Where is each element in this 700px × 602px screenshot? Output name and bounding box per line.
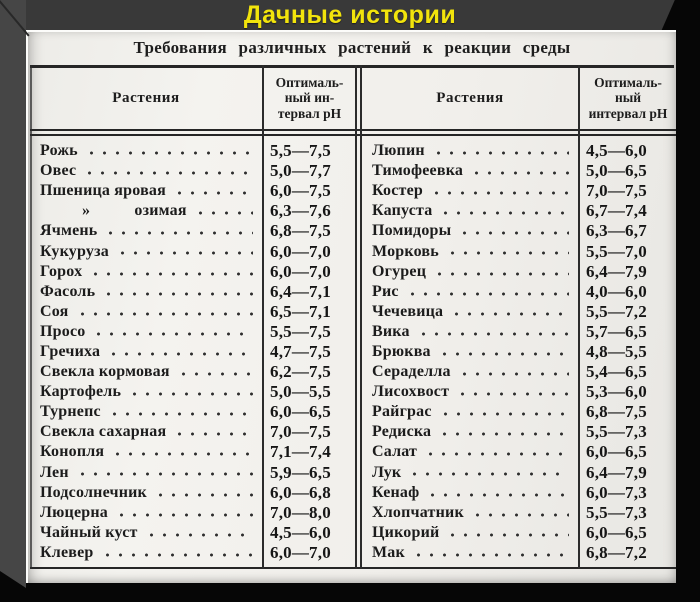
plant-name: Горох: [40, 262, 83, 280]
table-row: [34, 483, 355, 503]
plant-name-cell: [366, 483, 578, 503]
plant-name: Ячмень: [40, 222, 98, 240]
plant-name: Турнепс: [40, 403, 101, 421]
ph-range: 6,2—7,5: [270, 362, 331, 382]
ph-range: 6,3—7,6: [270, 201, 331, 221]
plant-name-cell: [366, 141, 578, 161]
table-row: [34, 181, 355, 201]
ph-range: 6,0—7,0: [270, 241, 331, 261]
plant-name: Рис: [372, 282, 399, 300]
plant-name-cell: [34, 422, 262, 442]
ph-range: 5,5—7,0: [586, 241, 647, 261]
dot-leader: [92, 322, 253, 342]
ph-range: 5,5—7,3: [586, 422, 647, 442]
plant-name: Свекла сахарная: [40, 423, 167, 441]
table-row: [34, 362, 355, 382]
ph-range: 4,5—6,0: [270, 522, 331, 542]
center-double-divider-b: [360, 65, 362, 569]
ph-range: 7,1—7,4: [270, 442, 331, 462]
plant-name-cell: [366, 302, 578, 322]
plant-name-cell: [366, 362, 578, 382]
plant-name: Конопля: [40, 443, 105, 461]
plant-name-cell: [366, 523, 578, 543]
table-row: [34, 463, 355, 483]
plant-name-cell: [366, 221, 578, 241]
table-row: [366, 402, 676, 422]
plant-list-right: [366, 141, 676, 563]
plant-name-cell: [34, 322, 262, 342]
ph-range: 6,4—7,9: [586, 462, 647, 482]
dot-leader: [76, 302, 253, 322]
plant-name-cell: [366, 402, 578, 422]
ph-range: 6,0—6,5: [586, 442, 647, 462]
plant-name: Костер: [372, 182, 423, 200]
plant-name: » озимая: [82, 202, 187, 220]
plant-name: Подсолнечник: [40, 483, 147, 501]
plant-name-cell: [34, 463, 262, 483]
plant-name-cell: [34, 523, 262, 543]
dot-leader: [417, 322, 569, 342]
frame-left-edge: [0, 0, 26, 588]
plant-name-cell: [34, 362, 262, 382]
table-row: [34, 442, 355, 462]
plant-name-cell: [34, 221, 262, 241]
header-label: Растения: [436, 89, 504, 106]
table-row: [366, 523, 676, 543]
table-row: [34, 342, 355, 362]
dot-leader: [145, 523, 253, 543]
dot-leader: [438, 422, 569, 442]
table-row: [366, 302, 676, 322]
header-line: Оптималь-: [275, 74, 344, 90]
table-row: [34, 262, 355, 282]
plant-name-cell: [34, 201, 262, 221]
plant-name-cell: [34, 181, 262, 201]
plant-name-cell: [366, 342, 578, 362]
table-row: [34, 523, 355, 543]
ph-range: 6,8—7,2: [586, 542, 647, 562]
header-line: Оптималь-: [594, 74, 662, 90]
dot-leader: [412, 543, 569, 563]
dot-leader: [446, 241, 569, 261]
ph-range: 5,7—6,5: [586, 321, 647, 341]
ph-range: 5,0—7,7: [270, 161, 331, 181]
plant-name: Райграс: [372, 403, 432, 421]
ph-range: 7,0—7,5: [586, 181, 647, 201]
dot-leader: [426, 483, 569, 503]
dot-leader: [102, 282, 253, 302]
ph-range: 5,5—7,5: [270, 321, 331, 341]
plant-name-cell: [34, 442, 262, 462]
plant-name: Лисохвост: [372, 383, 450, 401]
dot-leader: [458, 221, 569, 241]
plant-name-cell: [34, 282, 262, 302]
plant-name-cell: [366, 201, 578, 221]
plant-name-cell: [366, 503, 578, 523]
ph-range: 6,0—7,0: [270, 261, 331, 281]
table-row: [34, 201, 355, 221]
ph-range: 6,0—6,5: [270, 402, 331, 422]
dot-leader: [83, 161, 253, 181]
dot-leader: [116, 241, 253, 261]
ph-range: 6,0—7,3: [586, 482, 647, 502]
ph-range: 4,5—6,0: [586, 141, 647, 161]
table-row: [366, 483, 676, 503]
plant-name: Люцерна: [40, 503, 108, 521]
plant-name-cell: [366, 161, 578, 181]
dot-leader: [470, 161, 569, 181]
plant-name-cell: [34, 543, 262, 563]
table-row: [366, 382, 676, 402]
table-row: [34, 422, 355, 442]
dot-leader: [89, 262, 253, 282]
table-row: [34, 241, 355, 261]
ph-range: 6,7—7,4: [586, 201, 647, 221]
dot-leader: [154, 483, 253, 503]
plant-name-cell: [34, 342, 262, 362]
plant-name: Картофель: [40, 383, 122, 401]
scanned-table-page: [26, 30, 676, 583]
table-row: [366, 342, 676, 362]
plant-name: Огурец: [372, 262, 427, 280]
ph-range: 5,9—6,5: [270, 462, 331, 482]
header-line: интервал pH: [588, 105, 668, 121]
table-row: [366, 463, 676, 483]
header-line: ный: [614, 90, 642, 106]
plant-name: Морковь: [372, 242, 439, 260]
dot-leader: [438, 342, 569, 362]
table-row: [366, 282, 676, 302]
table-row: [366, 422, 676, 442]
plant-name-cell: [34, 241, 262, 261]
ph-range: 6,0—7,5: [270, 181, 331, 201]
dot-leader: [408, 463, 569, 483]
plant-name-cell: [34, 402, 262, 422]
plant-name-cell: [366, 463, 578, 483]
ph-range: 5,0—5,5: [270, 382, 331, 402]
plant-name-cell: [366, 422, 578, 442]
ph-range: 6,0—7,0: [270, 542, 331, 562]
table-row: [366, 161, 676, 181]
plant-name-cell: [34, 302, 262, 322]
ph-range: 6,0—6,5: [586, 522, 647, 542]
plant-name-cell: [366, 382, 578, 402]
ph-range: 4,0—6,0: [586, 281, 647, 301]
table-row: [366, 181, 676, 201]
table-row: [34, 382, 355, 402]
ph-range: 6,8—7,5: [586, 402, 647, 422]
ph-range: 6,4—7,9: [586, 261, 647, 281]
dot-leader: [108, 402, 253, 422]
plant-name-cell: [366, 322, 578, 342]
header-plants-right: [362, 67, 578, 129]
plant-name-cell: [34, 382, 262, 402]
plant-name-cell: [366, 543, 578, 563]
ph-range: 6,0—6,8: [270, 482, 331, 502]
dot-leader: [111, 442, 253, 462]
dot-leader: [107, 342, 253, 362]
plant-name-cell: [34, 483, 262, 503]
plant-name: Пшеница яровая: [40, 182, 166, 200]
ph-range: 4,8—5,5: [586, 341, 647, 361]
dot-leader: [115, 503, 253, 523]
plant-name: Просо: [40, 322, 86, 340]
ph-range: 5,5—7,5: [270, 141, 331, 161]
table-row: [366, 221, 676, 241]
plant-name: Люпин: [372, 142, 425, 160]
table-row: [34, 282, 355, 302]
plant-name: Брюква: [372, 342, 431, 360]
ph-range: 5,3—6,0: [586, 382, 647, 402]
dot-leader: [76, 463, 253, 483]
table-row: [366, 503, 676, 523]
plant-name: Свекла кормовая: [40, 363, 170, 381]
table-row: [34, 402, 355, 422]
plant-name: Кукуруза: [40, 242, 109, 260]
table-caption: Требования различных растений к реакции среды: [133, 38, 571, 57]
plant-name: Лен: [40, 463, 69, 481]
plant-name-cell: [366, 181, 578, 201]
plant-name: Рожь: [40, 142, 78, 160]
dot-leader: [450, 302, 569, 322]
dot-leader: [101, 543, 253, 563]
ph-range: 5,4—6,5: [586, 362, 647, 382]
ph-range: 5,5—7,2: [586, 301, 647, 321]
header-ph-left: [264, 67, 355, 129]
dot-leader: [173, 181, 253, 201]
table-row: [366, 322, 676, 342]
ph-range: 5,5—7,3: [586, 502, 647, 522]
table-row: [34, 302, 355, 322]
dot-leader: [433, 262, 569, 282]
plant-name: Хлопчатник: [372, 503, 464, 521]
dot-leader: [85, 141, 253, 161]
dot-leader: [104, 221, 253, 241]
plant-name: Чайный куст: [40, 523, 138, 541]
table-row: [366, 362, 676, 382]
ph-range: 4,7—7,5: [270, 341, 331, 361]
ph-range: 6,5—7,1: [270, 301, 331, 321]
header-line: ный ин-: [284, 90, 335, 106]
plant-name: Помидоры: [372, 222, 452, 240]
header-line: тервал pH: [277, 105, 342, 121]
plant-list-left: [34, 141, 355, 563]
table-row: [366, 442, 676, 462]
ph-range: 6,4—7,1: [270, 281, 331, 301]
ph-range: 7,0—8,0: [270, 502, 331, 522]
plant-name: Сераделла: [372, 363, 451, 381]
dot-leader: [194, 201, 253, 221]
dot-leader: [446, 523, 569, 543]
table-row: [34, 503, 355, 523]
table-row: [34, 543, 355, 563]
table-row: [34, 322, 355, 342]
plant-name: Редиска: [372, 423, 432, 441]
table-row: [34, 161, 355, 181]
plant-name-cell: [34, 161, 262, 181]
plant-name: Соя: [40, 302, 69, 320]
ph-range: 5,0—6,5: [586, 161, 647, 181]
plant-name-cell: [366, 262, 578, 282]
plant-name: Цикорий: [372, 523, 440, 541]
plant-name: Кенаф: [372, 483, 420, 501]
dot-leader: [173, 422, 253, 442]
plant-name: Лук: [372, 463, 402, 481]
dot-leader: [458, 362, 569, 382]
ph-range: 6,8—7,5: [270, 221, 331, 241]
plant-name-cell: [366, 282, 578, 302]
dot-leader: [177, 362, 253, 382]
dot-leader: [456, 382, 569, 402]
plant-name-cell: [34, 262, 262, 282]
table-row: [366, 543, 676, 563]
dot-leader: [439, 402, 569, 422]
plant-name: Овес: [40, 162, 77, 180]
dot-leader: [128, 382, 253, 402]
page-title: Дачные истории: [243, 1, 457, 29]
plant-name: Вика: [372, 322, 410, 340]
dot-leader: [430, 181, 569, 201]
plant-name-cell: [34, 503, 262, 523]
header-ph-right: [578, 67, 678, 129]
plant-name: Мак: [372, 543, 405, 561]
dot-leader: [439, 201, 569, 221]
table-row: [366, 262, 676, 282]
table-left-border: [30, 65, 32, 569]
plant-name: Капуста: [372, 202, 433, 220]
ph-range: 7,0—7,5: [270, 422, 331, 442]
table-row: [366, 201, 676, 221]
dot-leader: [432, 141, 569, 161]
dot-leader: [424, 442, 569, 462]
plant-name: Фасоль: [40, 282, 96, 300]
table-row: [34, 141, 355, 161]
dot-leader: [471, 503, 569, 523]
center-double-divider-a: [355, 65, 357, 569]
plant-name: Чечевица: [372, 302, 444, 320]
table-row: [34, 221, 355, 241]
header-label: Растения: [112, 89, 180, 106]
plant-name-cell: [34, 141, 262, 161]
plant-name: Салат: [372, 443, 418, 461]
dot-leader: [406, 282, 569, 302]
plant-name: Гречиха: [40, 342, 101, 360]
plant-name-cell: [366, 241, 578, 261]
plant-name: Тимофеевка: [372, 162, 464, 180]
plant-name: Клевер: [40, 543, 94, 561]
header-plants-left: [30, 67, 262, 129]
table-row: [366, 241, 676, 261]
ph-range: 6,3—6,7: [586, 221, 647, 241]
plant-name-cell: [366, 442, 578, 462]
table-row: [366, 141, 676, 161]
